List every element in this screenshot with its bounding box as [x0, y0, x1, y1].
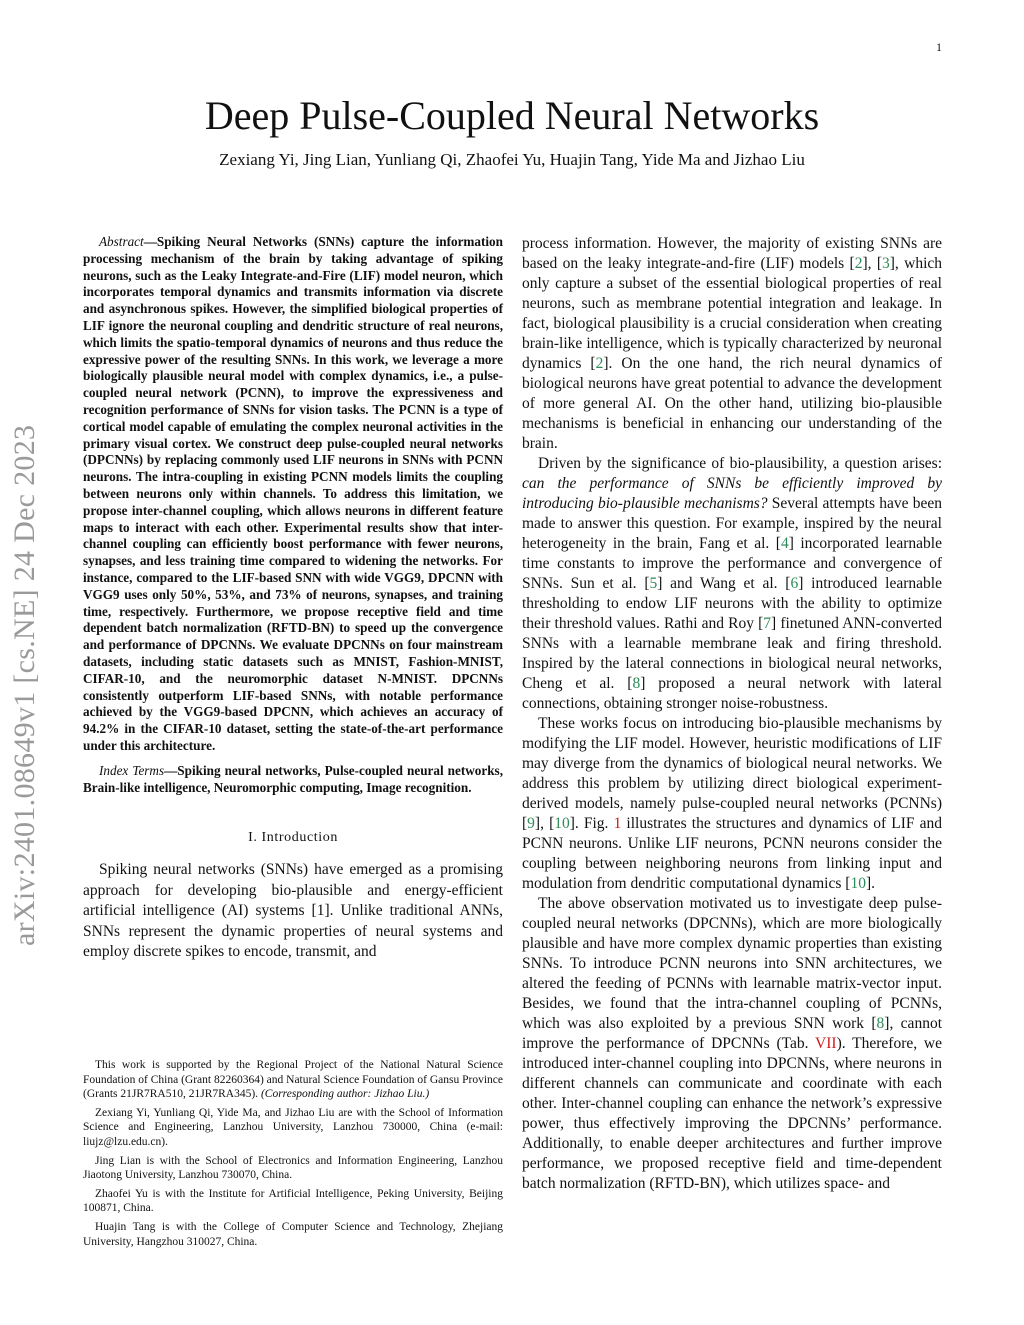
footnote-affiliation: Zhaofei Yu is with the Institute for Artificial Intelligence, Peking University, Beijing 100871, China. — [83, 1187, 503, 1215]
paper-title: Deep Pulse-Coupled Neural Networks — [204, 93, 820, 138]
abstract-text: —Spiking Neural Networks (SNNs) capture the information processing mechanism of the brain by taking advantage of spiking neurons, such as the Leaky Integrate-and-Fire (LIF) model neuron, which incorporates temporal dynamics and transmits information via discrete and asynchronous spikes. However, the simplified biological properties of LIF ignore the neuronal coupling and dendritic structure of real neurons, which limits the spatio-temporal dynamics of neurons and thus reduce the expressive power of the resulting SNNs. In this work, we leverage a more biologically plausible neural model with complex dynamics, i.e., a pulse-coupled neural network (PCNN), to improve the expressiveness and recognition performance of SNNs for vision tasks. The PCNN is a type of cortical model capable of emulating the complex neuronal activities in the primary visual cortex. We construct deep pulse-coupled neural networks (DPCNNs) by replacing commonly used LIF neurons in SNNs with PCNN neurons. The intra-coupling in existing PCNN models limits the coupling between neurons only within channels. To address this limitation, we propose inter-channel coupling, which allows neurons in different feature maps to interact with each other. Experimental results show that inter-channel coupling can efficiently boost performance with fewer neurons, synapses, and less training time compared to widening the networks. For instance, compared to the LIF-based SNN with wide VGG9, DPCNN with VGG9 uses only 50%, 53%, and 73% of neurons, synapses, and training time, respectively. Furthermore, we propose receptive field and time dependent batch normalization (RFTD-BN) to speed up the convergence and performance of DPCNNs. We evaluate DPCNNs on four mainstream datasets, including static datasets such as MNIST, Fashion-MNIST, CIFAR-10, and the neuromorphic dataset N-MNIST. DPCNNs consistently outperform LIF-based SNNs, with notable performance achieved by the VGG9-based DPCNN, which achieves an accuracy of 94.2% in the CIFAR-10 dataset, setting the state-of-the-art performance under this architecture. — [83, 234, 503, 753]
body-paragraph: process information. However, the majority of existing SNNs are based on the leaky integrate-and-fire (LIF) models [2], [3], which only capture a subset of the essential biological properties of real neurons, such as membrane potential integration and leakage. In fact, biological plausibility is a crucial consideration when creating brain-like intelligence, which is typically characterized by neuronal dynamics [2]. On the one hand, the rich neural dynamics of biological neurons have great potential to advance the development of more general AI. On the other hand, utilizing bio-plausible mechanisms is beneficial in enhancing our understanding of the brain. — [522, 235, 943, 452]
footnotes — [83, 1058, 503, 1253]
index-terms — [83, 763, 503, 797]
citation-link[interactable]: 9 — [527, 815, 535, 832]
footnote-affiliation: Zexiang Yi, Yunliang Qi, Yide Ma, and Jizhao Liu are with the School of Information Science and Engineering, Lanzhou University, Lanzhou 730000, China (e-mail: liujz@lzu.edu.cn). — [83, 1106, 503, 1148]
abstract — [83, 234, 503, 755]
table-link[interactable]: VII — [815, 1035, 837, 1052]
intro-paragraph: Spiking neural networks (SNNs) have emerged as a promising approach for developing bio-plausible and energy-efficient artificial intelligence (AI) systems [1]. Unlike traditional ANNs, SNNs represent the dynamic properties of neural systems and employ discrete spikes to encode, transmit, and — [83, 861, 503, 961]
citation-link[interactable]: 2 — [854, 255, 863, 272]
footnote-affiliation: Jing Lian is with the School of Electronics and Information Engineering, Lanzhou Jiaotong University, Lanzhou 730070, China. — [83, 1154, 503, 1182]
left-column — [83, 234, 503, 963]
citation-link[interactable]: 4 — [780, 535, 789, 552]
figure-link[interactable]: 1 — [613, 815, 622, 832]
citation-link[interactable]: 6 — [790, 575, 799, 592]
index-terms-label: Index Terms — [99, 762, 165, 778]
body-paragraph: The above observation motivated us to investigate deep pulse-coupled neural networks (DPCNNs), which are more biologically plausible and have more complex dynamic properties than existing SNNs. To introduce PCNN neurons into SNN architectures, we altered the feeding of PCNNs with learnable matrix-vector input. Besides, we found that the intra-channel coupling of PCNNs, which was also exploited by a previous SNN work [8], cannot improve the performance of DPCNNs (Tab. VII). Therefore, we introduced inter-channel coupling into DPCNNs, where neurons in different channels can communicate and coordinate with each other. Inter-channel coupling can enhance the network’s expressive power, thus effectively improving the DPCNNs’ performance. Additionally, to enable deeper architectures and further improve performance, we proposed receptive field and time-dependent batch normalization (RFTD-BN), which utilizes space- and — [522, 895, 943, 1192]
citation-link[interactable]: 5 — [649, 575, 658, 592]
citation-link[interactable]: 8 — [876, 1015, 885, 1032]
arxiv-stamp: arXiv:2401.08649v1 [cs.NE] 24 Dec 2023 — [8, 424, 41, 946]
citation-link[interactable]: 10 — [850, 875, 866, 892]
footnote-support: This work is supported by the Regional Project of the National Natural Science Foundation of China (Grant 82260364) and Natural Science Foundation of Gansu Province (Grants 21JR7RA510, 21JR7RA345). (Corresponding author: Jizhao Liu.) — [83, 1059, 503, 1101]
author-list: Zexiang Yi, Jing Lian, Yunliang Qi, Zhaofei Yu, Huajin Tang, Yide Ma and Jizhao Liu — [219, 150, 805, 169]
body-paragraph: Driven by the significance of bio-plausibility, a question arises: can the performance of SNNs be efficiently improved by introducing bio-plausible mechanisms? Several attempts have been made to answer this question. For example, inspired by the neural heterogeneity in the brain, Fang et al. [4] incorporated learnable time constants to improve the performance and convergence of SNNs. Sun et al. [5] and Wang et al. [6] introduced learnable thresholding to endow LIF neurons with the ability to optimize their threshold values. Rathi and Roy [7] finetuned ANN-converted SNNs with a learnable membrane leak and firing threshold. Inspired by the lateral connections in biological neural networks, Cheng et al. [8] proposed a neural network with lateral connections, obtaining stronger noise-robustness. — [522, 455, 942, 712]
body-paragraph: These works focus on introducing bio-plausible mechanisms by modifying the LIF model. However, heuristic modifications of LIF may diverge from the dynamics of biological neural networks. We address this problem by utilizing direct biological experiment-derived models, namely pulse-coupled neural networks (PCNNs) [9], [10]. Fig. 1 illustrates the structures and dynamics of LIF and PCNN neurons. Unlike LIF neurons, PCNN neurons consider the coupling between neighboring neurons from linking input and modulation from dendritic computational dynamics [10]. — [522, 715, 942, 892]
index-terms-text: —Spiking neural networks, Pulse-coupled neural networks, Brain-like intelligence, Neuromorphic computing, Image recognition. — [83, 762, 503, 795]
page-number: 1 — [936, 40, 942, 54]
citation-link[interactable]: 7 — [763, 615, 772, 632]
citation-link[interactable]: 8 — [632, 675, 641, 692]
citation-link[interactable]: 2 — [595, 355, 604, 372]
citation-link[interactable]: 3 — [882, 255, 890, 272]
citation-link[interactable]: 10 — [554, 815, 570, 832]
footnote-affiliation: Huajin Tang is with the College of Computer Science and Technology, Zhejiang University, Hangzhou 310027, China. — [83, 1220, 503, 1248]
abstract-label: Abstract — [99, 234, 144, 249]
right-column — [522, 234, 942, 1194]
section-heading: I. Introduction — [248, 830, 338, 846]
